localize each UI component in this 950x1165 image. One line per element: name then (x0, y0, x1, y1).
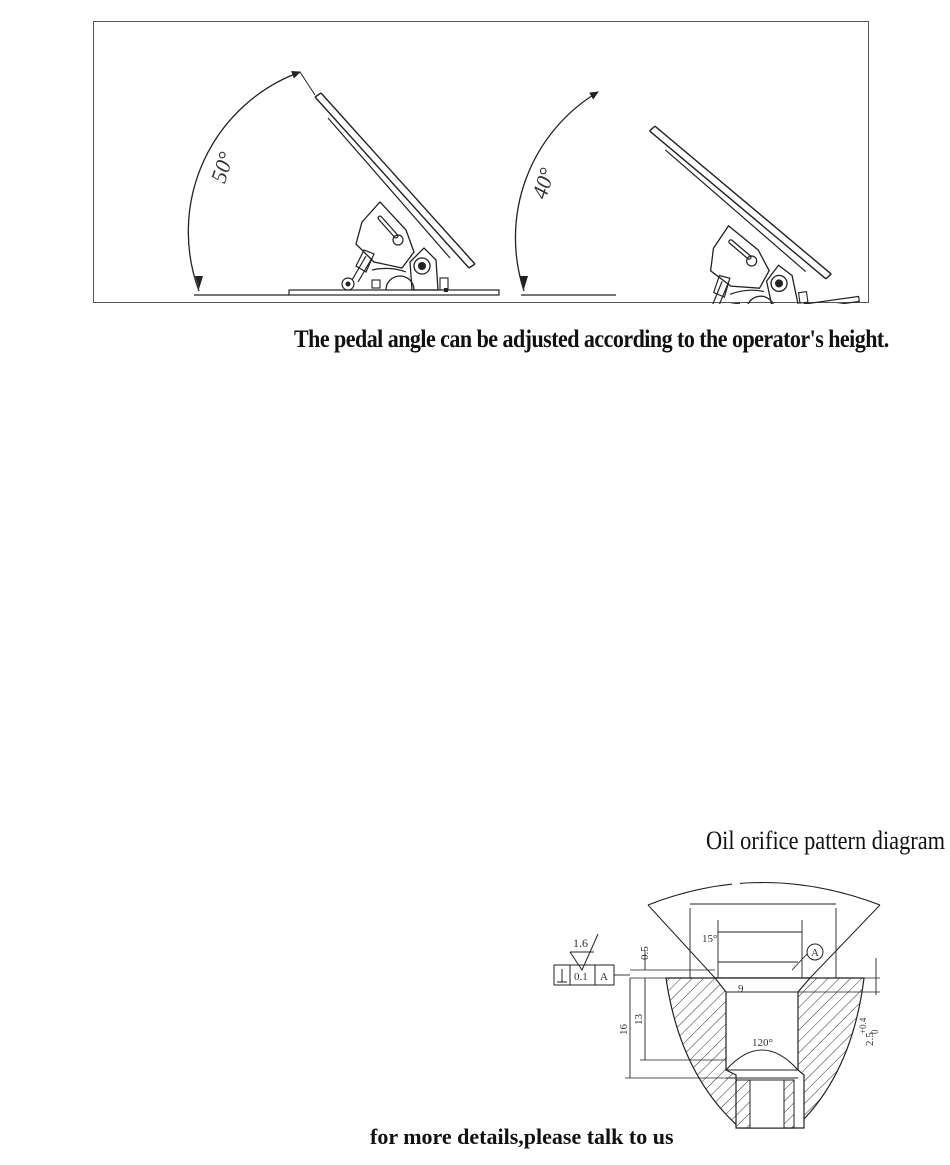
oil-orifice-drawing (540, 870, 890, 1135)
pedal-assembly-50 (188, 72, 499, 295)
footer-contact-text: for more details,please talk to us (370, 1124, 674, 1149)
tolerance-value: 0.1 (574, 971, 588, 983)
dim-0-5: 0.5 (639, 946, 651, 960)
pedal-assembly-40 (515, 92, 859, 304)
dim-15-degree: 15° (702, 933, 718, 945)
roughness-value: 1.6 (573, 936, 588, 950)
pedal-angle-panel (93, 21, 869, 303)
angle-label-40: 40° (526, 164, 560, 202)
oil-diagram-title: Oil orifice pattern diagram (706, 826, 946, 855)
dim-2-5-tolerance: +0.4 (858, 1017, 868, 1034)
dim-9: 9 (738, 983, 744, 995)
dim-2-5: 2.5 (864, 1032, 876, 1046)
datum-circle-label: A (811, 947, 819, 959)
pedal-angle-drawing (94, 22, 870, 304)
oil-orifice-diagram (540, 870, 890, 1135)
dim-120-degree: 120° (752, 1037, 773, 1049)
dim-13: 13 (633, 1014, 645, 1025)
tolerance-datum: A (600, 971, 608, 983)
dim-16: 16 (618, 1024, 630, 1035)
dim-2-5-tolerance-low: 0 (870, 1029, 880, 1034)
pedal-caption: The pedal angle can be adjusted according to the operator's height. (294, 326, 889, 353)
angle-label-50: 50° (205, 148, 239, 186)
